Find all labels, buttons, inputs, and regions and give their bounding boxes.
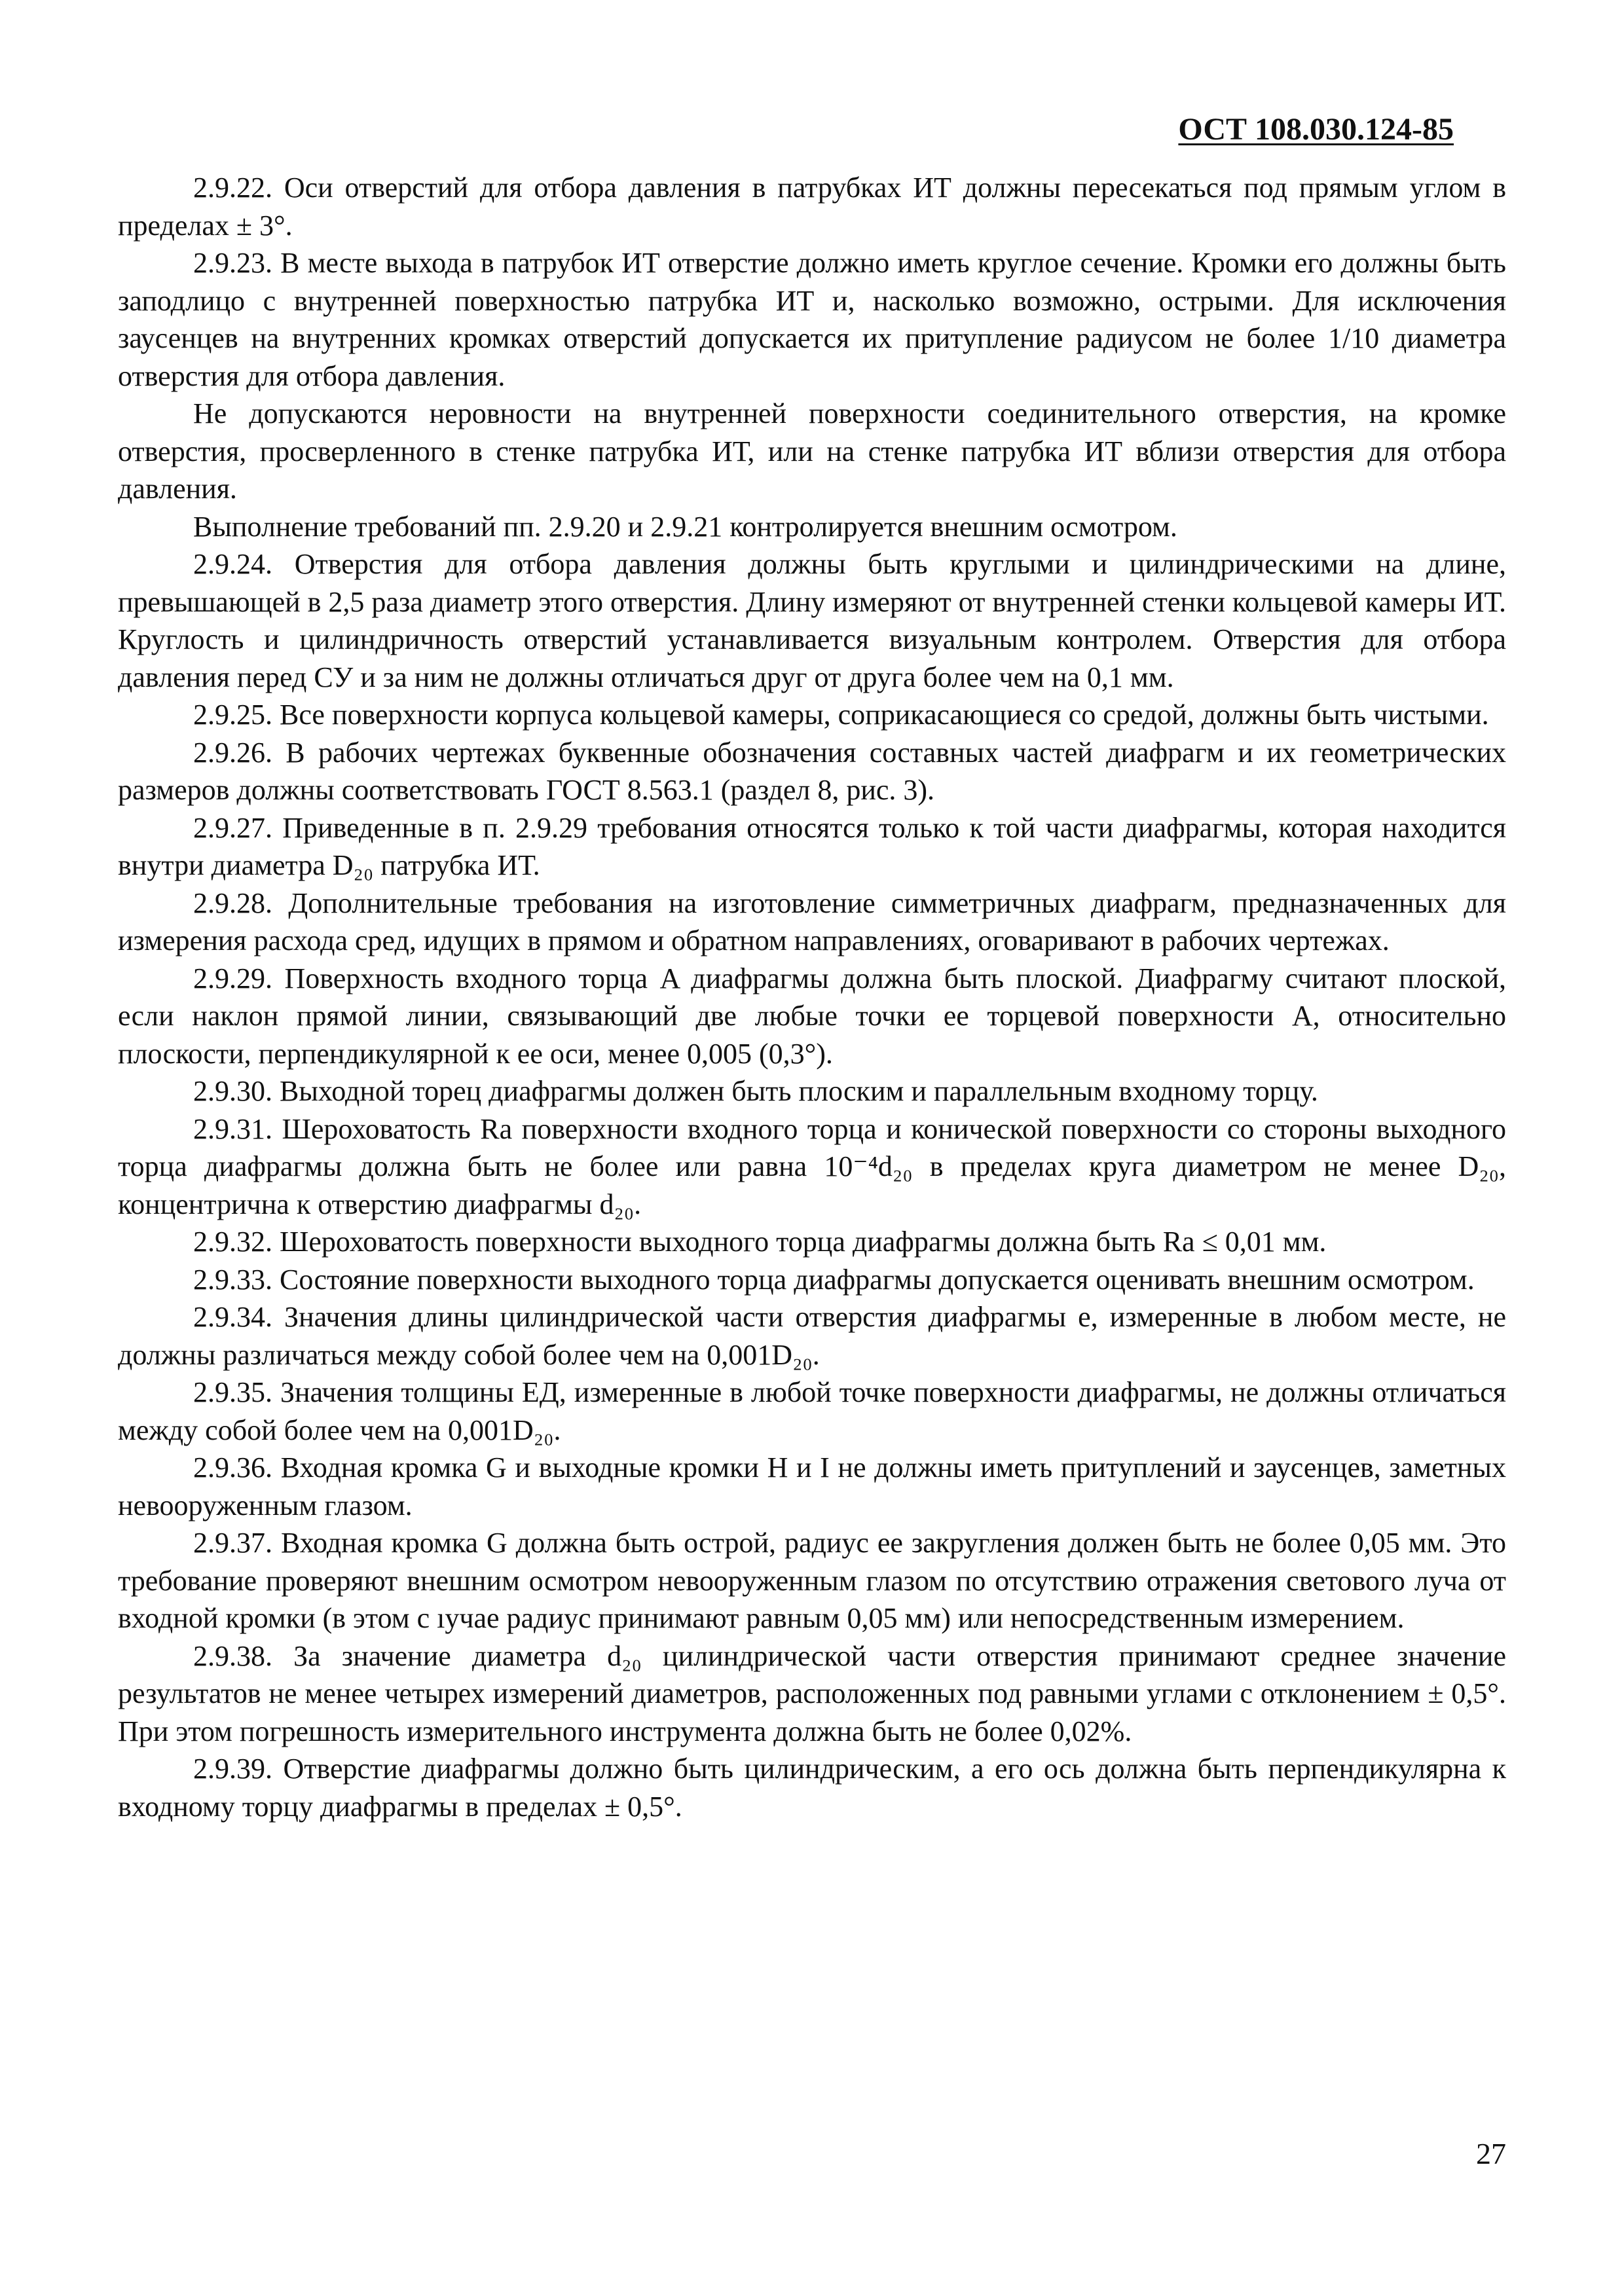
paragraph-2-9-34: 2.9.34. Значения длины цилиндрической части отверстия диафрагмы e, измеренные в любом месте, не должны различаться между собой более чем на 0,001D₂₀. bbox=[118, 1301, 1506, 1371]
paragraph-2-9-31: 2.9.31. Шероховатость Ra поверхности входного торца и конической поверхности со стороны выходного торца диафрагмы должна быть не более или равна 10⁻⁴d₂₀ в пределах круга диаметром не менее D₂₀, концентрична к отверстию диафрагмы d₂₀. bbox=[118, 1112, 1506, 1220]
paragraph-2-9-24: 2.9.24. Отверстия для отбора давления должны быть круглыми и цилиндрическими на длине, превышающей в 2,5 раза диаметр этого отверстия. Длину измеряют от внутренней стенки кольцевой камеры ИТ. Круглость и цилиндричность отверстий устанавливается визуальным контролем. Отверстия для отбора давления перед СУ и за ним не должны отличаться друг от друга более чем на 0,1 мм. bbox=[118, 548, 1506, 693]
paragraph-2-9-22: 2.9.22. Оси отверстий для отбора давления в патрубках ИТ должны пересекаться под прямым углом в пределах ± 3°. bbox=[118, 172, 1506, 242]
paragraph-2-9-39: 2.9.39. Отверстие диафрагмы должно быть цилиндрическим, а его ось должна быть перпендикулярна к входному торцу диафрагмы в пределах ± 0,5°. bbox=[118, 1753, 1506, 1823]
page-number: 27 bbox=[1476, 2137, 1506, 2170]
paragraph-2-9-28: 2.9.28. Дополнительные требования на изготовление симметричных диафрагм, предназначенных для измерения расхода сред, идущих в прямом и обратном направлениях, оговаривают в рабочих чертежах. bbox=[118, 886, 1506, 957]
paragraph-2-9-23-inspection: Выполнение требований пп. 2.9.20 и 2.9.21 контролируется внешним осмотром. bbox=[193, 510, 1177, 543]
paragraph-2-9-36: 2.9.36. Входная кромка G и выходные кромки H и I не должны иметь притуплений и заусенцев, заметных невооруженным глазом. bbox=[118, 1451, 1506, 1522]
document-body bbox=[118, 169, 1506, 1825]
paragraph-2-9-32: 2.9.32. Шероховатость поверхности выходного торца диафрагмы должна быть Ra ≤ 0,01 мм. bbox=[193, 1226, 1327, 1258]
paragraph-2-9-38: 2.9.38. За значение диаметра d₂₀ цилиндрической части отверстия принимают среднее значение результатов не менее четырех измерений диаметров, расположенных под равными углами с отклонением ± 0,5°. При этом погрешность измерительного инструмента должна быть не более 0,02%. bbox=[118, 1639, 1506, 1747]
paragraph-2-9-37: 2.9.37. Входная кромка G должна быть острой, радиус ее закругления должен быть не более 0,05 мм. Это требование проверяют внешним осмотром невооруженным глазом по отсутствию отражения светового луча от входной кромки (в этом с ıучае радиус принимают равным 0,05 мм) или непосредственным измерением. bbox=[118, 1527, 1506, 1634]
paragraph-2-9-26: 2.9.26. В рабочих чертежах буквенные обозначения составных частей диафрагм и их геометрических размеров должны соответствовать ГОСТ 8.563.1 (раздел 8, рис. 3). bbox=[118, 736, 1506, 806]
paragraph-2-9-25: 2.9.25. Все поверхности корпуса кольцевой камеры, соприкасающиеся со средой, должны быть чистыми. bbox=[193, 699, 1489, 731]
paragraph-2-9-29: 2.9.29. Поверхность входного торца A диафрагмы должна быть плоской. Диафрагму считают плоской, если наклон прямой линии, связывающий две любые точки ее торцевой поверхности A, относительно плоскости, перпендикулярной к ее оси, менее 0,005 (0,3°). bbox=[118, 962, 1506, 1070]
paragraph-2-9-27: 2.9.27. Приведенные в п. 2.9.29 требования относятся только к той части диафрагмы, которая находится внутри диаметра D₂₀ патрубка ИТ. bbox=[118, 811, 1506, 881]
paragraph-2-9-33: 2.9.33. Состояние поверхности выходного торца диафрагмы допускается оценивать внешним осмотром. bbox=[193, 1263, 1475, 1296]
paragraph-2-9-35: 2.9.35. Значения толщины EД, измеренные в любой точке поверхности диафрагмы, не должны отличаться между собой более чем на 0,001D₂₀. bbox=[118, 1376, 1506, 1446]
paragraph-2-9-23: 2.9.23. В месте выхода в патрубок ИТ отверстие должно иметь круглое сечение. Кромки его должны быть заподлицо с внутренней поверхностью патрубка ИТ и, насколько возможно, острыми. Для исключения заусенцев на внутренних кромках отверстий допускается их притупление радиусом не более 1/10 диаметра отверстия для отбора давления. bbox=[118, 247, 1506, 392]
paragraph-2-9-30: 2.9.30. Выходной торец диафрагмы должен быть плоским и параллельным входному торцу. bbox=[193, 1075, 1318, 1107]
paragraph-2-9-23-irregularities: Не допускаются неровности на внутренней поверхности соединительного отверстия, на кромке отверстия, просверленного в стенке патрубка ИТ, или на стенке патрубка ИТ вблизи отверстия для отбора давления. bbox=[118, 397, 1506, 505]
document-code: ОСТ 108.030.124-85 bbox=[1178, 112, 1454, 147]
